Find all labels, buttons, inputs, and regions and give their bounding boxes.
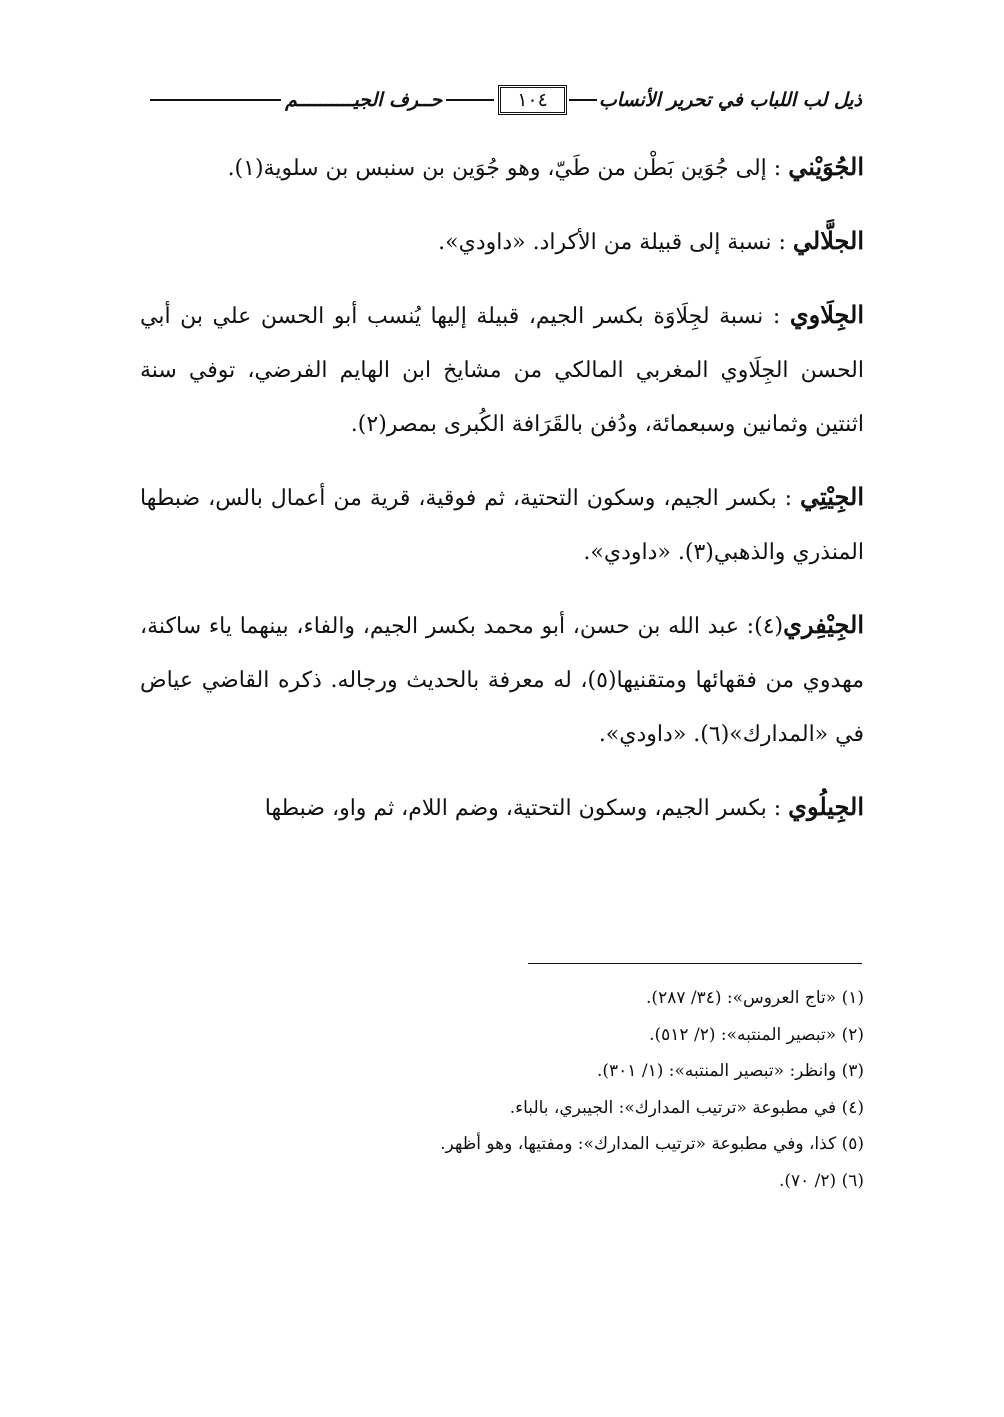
footnote: (٤) في مطبوعة «ترتيب المدارك»: الجيبري، بالباء.	[509, 1097, 864, 1118]
main-text	[140, 140, 864, 854]
entry-term: الجِيْفِري	[783, 610, 864, 639]
footnotes	[140, 980, 864, 1199]
entry	[140, 780, 864, 836]
book-title: ذيل لب اللباب في تحرير الأنساب	[598, 89, 862, 111]
page-number: ١٠٤	[498, 85, 567, 115]
entry-term: الجلَّالي	[792, 226, 864, 255]
entry-term: الجِيلُوي	[788, 792, 864, 821]
entry-text: : نسبة إلى قبيلة من الأكراد. «داودي».	[438, 230, 793, 255]
entry-term: الجِلَاوي	[789, 300, 864, 329]
entry-text: (٤): عبد الله بن حسن، أبو محمد بكسر الجيم، والفاء، بينهما ياء ساكنة، مهدوي من فقهائها ومتقنيها(٥)، له معرفة بالحديث ورجاله. ذكره القاضي عياض في «المدارك»(٦). «داودي».	[140, 614, 864, 747]
running-header	[150, 80, 862, 120]
entry-term: الجِيْتِي	[800, 482, 864, 511]
footnote: (١) «تاج العروس»: (٣٤/ ٢٨٧).	[646, 988, 864, 1008]
footnote: (٦) (٢/ ٧٠).	[778, 1170, 864, 1191]
header-rule	[150, 99, 281, 101]
entry	[140, 470, 864, 580]
entry	[140, 214, 864, 270]
entry-text: : بكسر الجيم، وسكون التحتية، وضم اللام، ثم واو، ضبطها	[264, 796, 789, 821]
entry	[140, 288, 864, 452]
footnote-divider	[528, 963, 862, 964]
header-rule	[446, 99, 494, 101]
entry-term: الجُوَيْني	[788, 152, 864, 181]
entry	[140, 598, 864, 762]
chapter-title: حــرف الجيــــــــــم	[285, 89, 443, 111]
entry-text: : نسبة لجِلَاوَة بكسر الجيم، قبيلة إليها يُنسب أبو الحسن علي بن أبي الحسن الجِلَاوي المغربي المالكي من مشايخ ابن الهايم الفرضي، توفي سنة اثنتين وثمانين وسبعمائة، ودُفن بالقَرَافة الكُبرى بمصر(٢).	[140, 304, 864, 437]
footnote: (٥) كذا، وفي مطبوعة «ترتيب المدارك»: ومفتيها، وهو أظهر.	[440, 1134, 864, 1154]
entry-text: : إلى جُوَين بَطْن من طَيّ، وهو جُوَين بن سنبس بن سلوية(١).	[227, 156, 789, 181]
entry-text: : بكسر الجيم، وسكون التحتية، ثم فوقية، قرية من أعمال بالس، ضبطها المنذري والذهبي(٣). «داودي».	[140, 486, 864, 565]
entry	[140, 140, 864, 196]
footnote: (٢) «تبصير المنتبه»: (٢/ ٥١٢).	[649, 1024, 864, 1045]
header-rule	[569, 99, 597, 101]
footnote: (٣) وانظر: «تبصير المنتبه»: (١/ ٣٠١).	[597, 1061, 864, 1081]
